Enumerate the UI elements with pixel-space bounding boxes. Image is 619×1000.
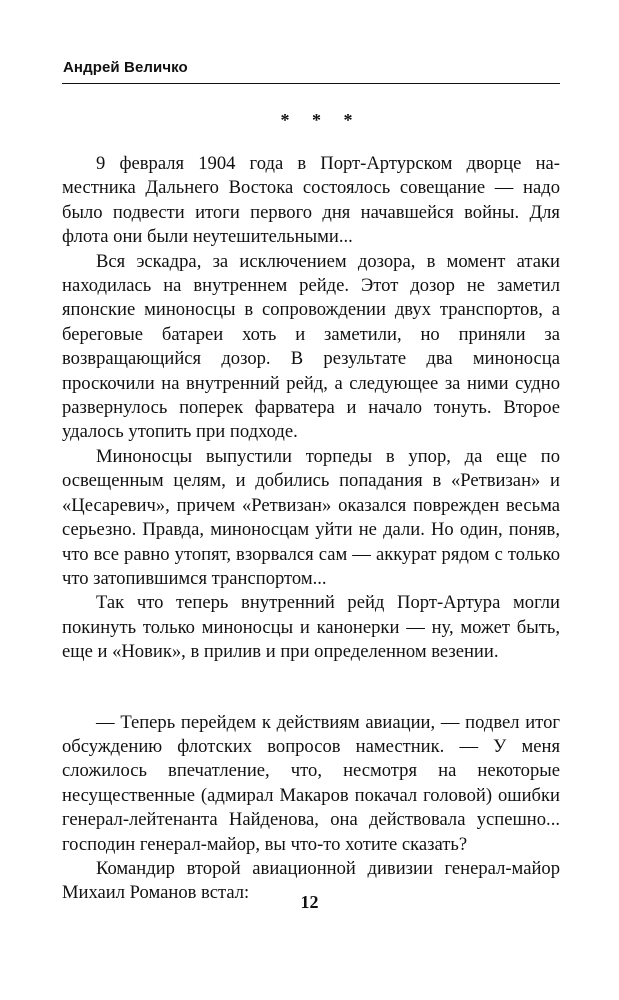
scene-break [62, 665, 560, 711]
running-head-author: Андрей Величко [63, 59, 188, 76]
paragraph-meeting: 9 февраля 1904 года в Порт-Артурском дворце наместника Дальнего Востока состоялось совещание — надо было подвести итоги первого дня начавшейся войны. Для флота они были неутешительными... [62, 153, 560, 248]
page-number: 12 [300, 892, 319, 912]
paragraph-aviation-dialogue: — Теперь перейдем к действиям авиации, — подвел итог обсуждению флотских вопросов наместник. — У меня сложилось впечатление, что, несмотря на некоторые несущественные (адмирал Макаров покачал головой) ошибки генерал-лейтенанта Найденова, она действовала успешно... господин генерал-майор, вы что-то хотите сказать? [62, 711, 560, 855]
body-text [62, 108, 560, 906]
paragraph-squadron: Вся эскадра, за исключением дозора, в момент атаки находилась на внутреннем рейде. Этот дозор не заметил японские миноносцы в сопровождении двух транспортов, а береговые батареи хоть и заметили, но приняли за возвращающийся дозор. В результате два миноносца проскочили на внутренний рейд, а следующее за ними судно развернулось поперек фарватера и начало тонуть. Второе удалось утопить при подходе. [62, 250, 560, 443]
paragraph-torpedo-attack: Миноносцы выпустили торпеды в упор, да еще по освещенным целям, и добились попадания в «Ретвизан» и «Цесаревич», причем «Ретвизан» оказался поврежден весьма серьезно. Правда, миноносцам уйти не дали. Но один, поняв, что все равно утопят, взорвался сам — аккурат рядом с только что затопившимся транспортом... [62, 445, 560, 589]
section-separator: * * * [280, 110, 362, 130]
paragraph-commander: Командир второй авиационной дивизии генерал-майор Михаил Романов встал: [62, 857, 560, 904]
page-header [62, 58, 560, 84]
paragraph-roadstead: Так что теперь внутренний рейд Порт-Артура могли покинуть только миноносцы и канонерки — ну, может быть, еще и «Новик», в прилив и при определенном везении. [62, 592, 560, 663]
header-rule [62, 83, 560, 84]
